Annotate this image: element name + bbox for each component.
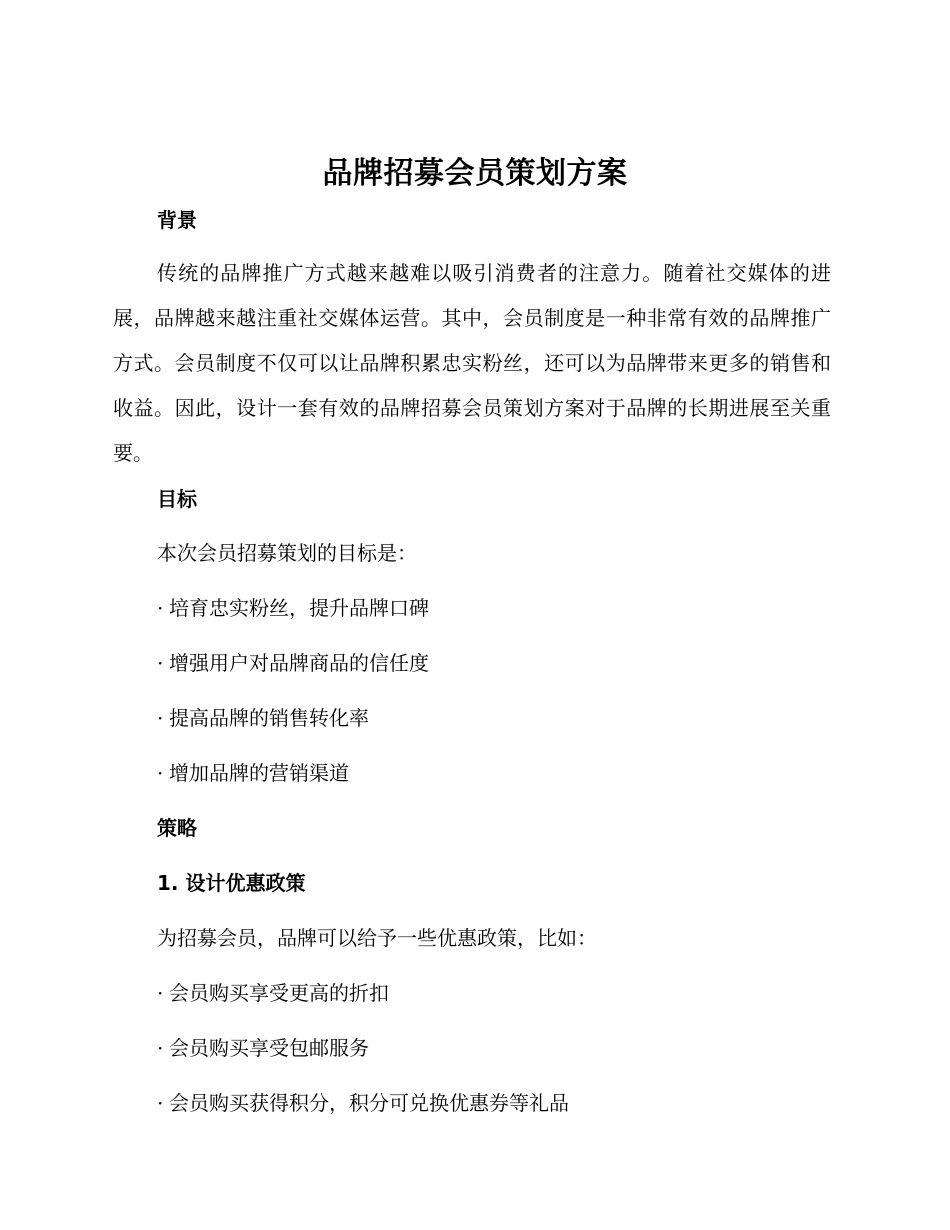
bullet-symbol: · — [157, 981, 164, 1005]
section-heading-goals: 目标 — [157, 487, 197, 511]
bullet-symbol: · — [157, 651, 164, 675]
goal-item-text: 提高品牌的销售转化率 — [169, 706, 369, 730]
bullet-symbol: · — [157, 1091, 164, 1115]
strategy-list-item — [157, 979, 389, 1007]
bullet-symbol: · — [157, 596, 164, 620]
goal-list-item — [157, 704, 369, 732]
goals-intro: 本次会员招募策划的目标是： — [157, 541, 417, 565]
strategy-intro: 为招募会员，品牌可以给予一些优惠政策，比如： — [157, 926, 597, 950]
section-heading-strategy: 策略 — [157, 816, 197, 840]
strategy-item-text: 会员购买享受更高的折扣 — [169, 981, 389, 1005]
goal-item-text: 培育忠实粉丝，提升品牌口碑 — [169, 596, 429, 620]
goal-item-text: 增强用户对品牌商品的信任度 — [169, 651, 429, 675]
bullet-symbol: · — [157, 1036, 164, 1060]
goal-list-item — [157, 594, 429, 622]
background-paragraph: 传统的品牌推广方式越来越难以吸引消费者的注意力。随着社交媒体的进展，品牌越来越注重社交媒体运营。其中，会员制度是一种非常有效的品牌推广方式。会员制度不仅可以让品牌积累忠实粉丝，还可以为品牌带来更多的销售和收益。因此，设计一套有效的品牌招募会员策划方案对于品牌的长期进展至关重要。 — [113, 261, 831, 465]
strategy-item-text: 会员购买享受包邮服务 — [169, 1036, 369, 1060]
goal-list-item — [157, 649, 429, 677]
strategy-subheading: 1. 设计优惠政策 — [157, 871, 306, 895]
document-title: 品牌招募会员策划方案 — [322, 156, 628, 191]
bullet-symbol: · — [157, 761, 164, 785]
strategy-list-item — [157, 1034, 369, 1062]
section-heading-background: 背景 — [157, 208, 197, 232]
strategy-item-text: 会员购买获得积分，积分可兑换优惠券等礼品 — [169, 1091, 569, 1115]
goal-item-text: 增加品牌的营销渠道 — [169, 761, 349, 785]
strategy-list-item — [157, 1089, 569, 1117]
goal-list-item — [157, 759, 349, 787]
bullet-symbol: · — [157, 706, 164, 730]
